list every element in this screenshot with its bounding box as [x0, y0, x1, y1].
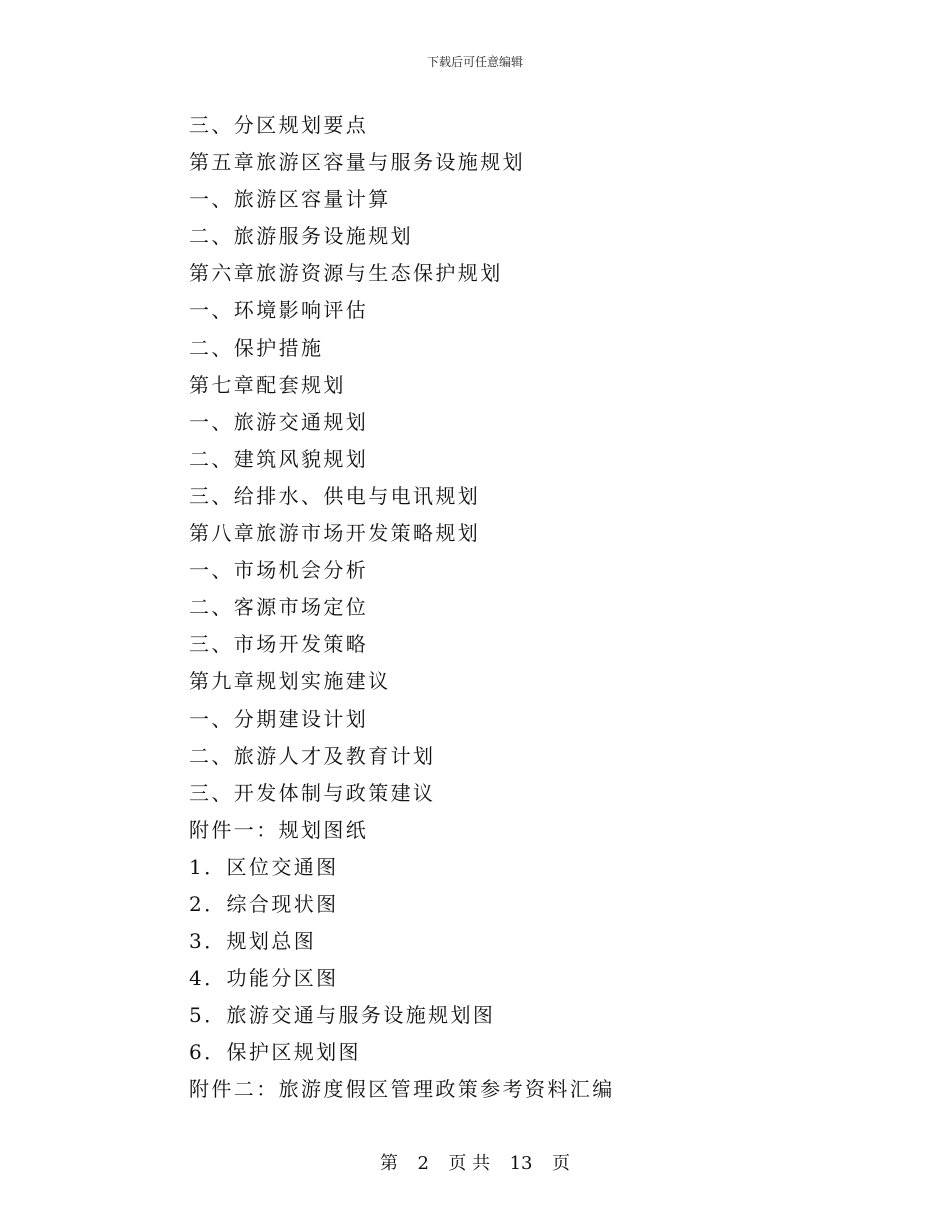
toc-line: 4．功能分区图 [189, 966, 339, 991]
footer-prefix: 第 [380, 1153, 399, 1174]
toc-line: 附件一：规划图纸 [189, 817, 369, 842]
header-note: 下载后可任意编辑 [426, 55, 523, 69]
toc-line: 三、分区规划要点 [189, 113, 369, 137]
toc-line: 2．综合现状图 [189, 891, 339, 916]
toc-line: 二、旅游人才及教育计划 [189, 743, 436, 768]
toc-line: 第六章旅游资源与生态保护规划 [189, 261, 503, 286]
footer-suffix: 页 [551, 1153, 570, 1174]
toc-line: 三、市场开发策略 [189, 632, 369, 657]
toc-line: 3．规划总图 [189, 929, 317, 954]
toc-line: 一、环境影响评估 [189, 298, 369, 323]
toc-line: 第七章配套规划 [189, 372, 346, 397]
toc-line: 一、旅游交通规划 [189, 409, 369, 434]
toc-line: 二、建筑风貌规划 [189, 446, 369, 471]
toc-line: 二、客源市场定位 [189, 595, 369, 620]
toc-line: 一、市场机会分析 [189, 558, 369, 583]
toc-line: 1．区位交通图 [189, 854, 339, 879]
toc-line: 附件二：旅游度假区管理政策参考资料汇编 [189, 1077, 615, 1102]
toc-line: 三、给排水、供电与电讯规划 [189, 483, 481, 508]
toc-line: 三、开发体制与政策建议 [189, 780, 436, 805]
toc-line: 第九章规划实施建议 [189, 669, 391, 694]
toc-line: 第五章旅游区容量与服务设施规划 [189, 150, 525, 175]
footer-current-page: 2 [417, 1153, 429, 1174]
footer-total-pages: 13 [509, 1153, 533, 1174]
page-footer [0, 1152, 950, 1176]
page-header [0, 54, 950, 70]
toc-line: 二、保护措施 [189, 335, 324, 360]
toc-line: 6．保护区规划图 [189, 1040, 361, 1065]
table-of-contents [189, 107, 889, 1109]
toc-line: 一、旅游区容量计算 [189, 187, 391, 212]
toc-line: 5．旅游交通与服务设施规划图 [189, 1003, 496, 1028]
toc-line: 二、旅游服务设施规划 [189, 224, 413, 249]
footer-middle: 页 共 [448, 1153, 491, 1174]
toc-line: 第八章旅游市场开发策略规划 [189, 521, 481, 546]
toc-line: 一、分期建设计划 [189, 706, 369, 731]
